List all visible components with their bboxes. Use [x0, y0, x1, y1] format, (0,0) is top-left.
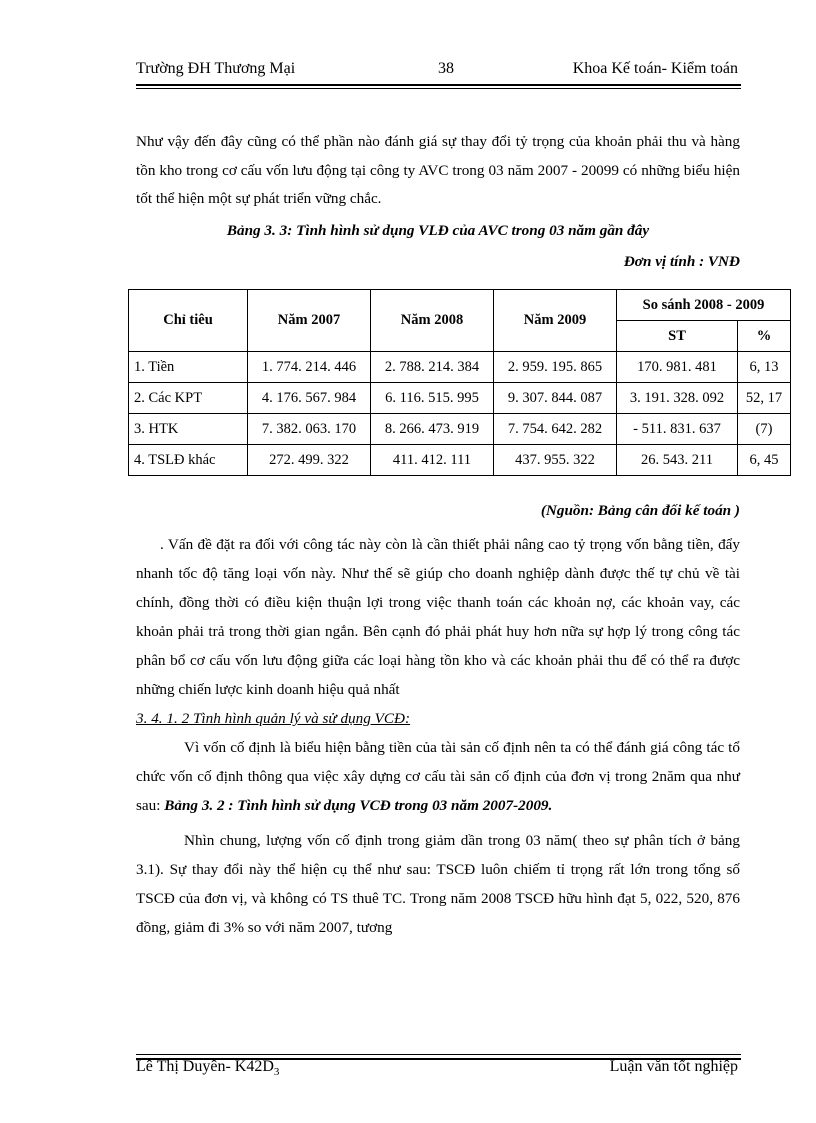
table-row	[129, 414, 791, 445]
cell-pct: (7)	[738, 414, 791, 445]
table-caption: Bảng 3. 3: Tình hình sử dụng VLĐ của AVC trong 03 năm gần đây	[226, 222, 650, 239]
header-2009: Năm 2009	[494, 290, 617, 352]
header-rule-thick	[136, 84, 741, 86]
cell-st: - 511. 831. 637	[617, 414, 738, 445]
cell-2008: 8. 266. 473. 919	[371, 414, 494, 445]
row-label: 1. Tiền	[129, 352, 248, 383]
cell-2007: 272. 499. 322	[248, 445, 371, 476]
cell-2007: 4. 176. 567. 984	[248, 383, 371, 414]
cell-pct: 6, 45	[738, 445, 791, 476]
paragraph-capital-structure: . Vấn đề đặt ra đối với công tác này còn là cần thiết phải nâng cao tỷ trọng vốn bằng tiền, đẩy nhanh tốc độ tăng loại vốn này. Như thế sẽ giúp cho doanh nghiệp dành được thế tự chủ về tài chính, đồng thời có điều kiện thuận lợi trong việc thanh toán các khoản nợ, các khoản vay, các khoản phải trả trong thời gian ngắn. Bên cạnh đó phải phát huy hơn nữa sự hợp lý trong công tác phân bổ cơ cấu vốn lưu động giữa các loại hàng tồn kho và các khoản phải thu để có thể ra được những chiến lược kinh doanh hiệu quả nhất	[136, 536, 740, 698]
cell-2007: 7. 382. 063. 170	[248, 414, 371, 445]
paragraph-fixed-capital-text: Vì vốn cố định là biểu hiện bằng tiền của tài sản cố định nên ta có thể đánh giá công tác tổ chức vốn cố định thông qua việc xây dựng cơ cấu tài sản cố định của đơn vị trong 2năm qua như sau:	[136, 739, 740, 814]
table-unit: Đơn vị tính : VNĐ	[623, 253, 740, 270]
cell-2009: 437. 955. 322	[494, 445, 617, 476]
cell-pct: 52, 17	[738, 383, 791, 414]
header-department: Khoa Kế toán- Kiểm toán	[572, 60, 738, 77]
intro-paragraph: Như vậy đến đây cũng có thể phần nào đánh giá sự thay đổi tỷ trọng của khoản phải thu và hàng tồn kho trong cơ cấu vốn lưu động tại công ty AVC trong 03 năm 2007 - 20099 có những biểu hiện tốt thể hiện một sự phát triển vững chắc.	[136, 133, 740, 207]
footer-author-subscript: 3	[273, 1066, 280, 1079]
table-reference: Bảng 3. 2 : Tình hình sử dụng VCĐ trong 03 năm 2007-2009.	[164, 797, 553, 814]
footer-author	[136, 1058, 279, 1078]
cell-st: 26. 543. 211	[617, 445, 738, 476]
cell-pct: 6, 13	[738, 352, 791, 383]
header-indicator: Chỉ tiêu	[129, 290, 248, 352]
table-row	[129, 383, 791, 414]
table-row	[129, 445, 791, 476]
table-row	[129, 352, 791, 383]
header-st: ST	[617, 321, 738, 352]
cell-2008: 6. 116. 515. 995	[371, 383, 494, 414]
cell-2009: 9. 307. 844. 087	[494, 383, 617, 414]
header-pct: %	[738, 321, 791, 352]
paragraph-overview: Nhìn chung, lượng vốn cố định trong giảm dần trong 03 năm( theo sự phân tích ở bảng 3.1). Sự thay đổi này thể hiện cụ thể như sau: TSCĐ luôn chiếm tỉ trọng rất lớn trong tổng số TSCĐ của đơn vị, và không có TS thuê TC. Trong năm 2008 TSCĐ hữu hình đạt 5, 022, 520, 876 đồng, giảm đi 3% so với năm 2007, tương	[136, 832, 740, 936]
cell-2007: 1. 774. 214. 446	[248, 352, 371, 383]
table-source: (Nguồn: Bảng cân đối kế toán )	[540, 502, 740, 519]
cell-2008: 2. 788. 214. 384	[371, 352, 494, 383]
intro-section	[136, 128, 740, 214]
footer-rule-thin	[136, 1054, 741, 1055]
header-compare: So sánh 2008 - 2009	[617, 290, 791, 321]
cell-st: 3. 191. 328. 092	[617, 383, 738, 414]
table-header-row	[129, 290, 791, 321]
cell-2009: 2. 959. 195. 865	[494, 352, 617, 383]
working-capital-table	[128, 289, 791, 476]
row-label: 2. Các KPT	[129, 383, 248, 414]
header-school: Trường ĐH Thương Mại	[136, 60, 296, 77]
header-rule-thin	[136, 88, 741, 89]
row-label: 4. TSLĐ khác	[129, 445, 248, 476]
cell-st: 170. 981. 481	[617, 352, 738, 383]
page-footer	[136, 1058, 738, 1084]
page-header	[136, 60, 738, 84]
cell-2008: 411. 412. 111	[371, 445, 494, 476]
header-page-number: 38	[438, 60, 454, 77]
header-2008: Năm 2008	[371, 290, 494, 352]
cell-2009: 7. 754. 642. 282	[494, 414, 617, 445]
section-heading: 3. 4. 1. 2 Tình hình quản lý và sử dụng VCĐ:	[136, 710, 411, 727]
footer-author-name: Lê Thị Duyên- K42D	[136, 1058, 274, 1075]
footer-thesis: Luận văn tốt nghiệp	[609, 1058, 738, 1075]
paragraph-fixed-capital	[136, 733, 740, 820]
header-2007: Năm 2007	[248, 290, 371, 352]
row-label: 3. HTK	[129, 414, 248, 445]
body-section	[136, 530, 740, 942]
